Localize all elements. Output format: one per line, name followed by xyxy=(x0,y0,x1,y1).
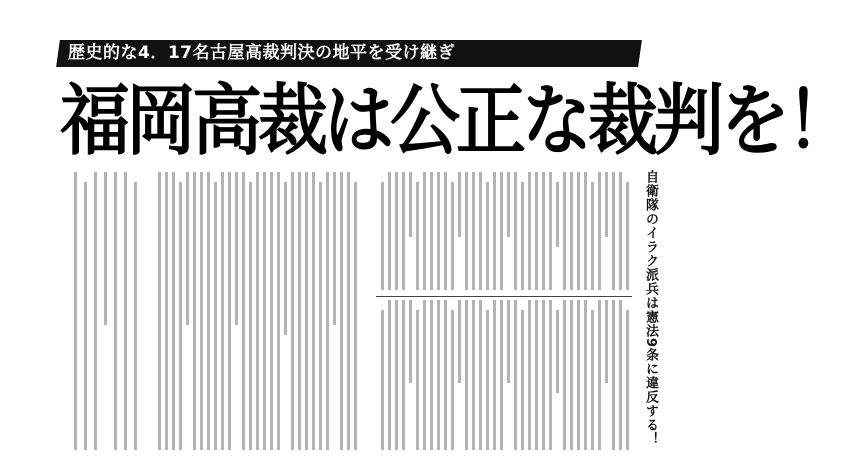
body-text-block-middle xyxy=(150,172,360,450)
text-line-placeholder xyxy=(256,172,259,450)
text-line-placeholder xyxy=(228,172,231,450)
text-line-placeholder xyxy=(458,172,461,237)
text-line-placeholder xyxy=(465,300,468,450)
text-line-placeholder xyxy=(124,172,127,450)
text-line-placeholder xyxy=(423,300,426,450)
lead-banner xyxy=(56,40,642,67)
text-line-placeholder xyxy=(619,300,622,450)
text-line-placeholder xyxy=(74,172,77,450)
text-line-placeholder xyxy=(444,300,447,450)
text-line-placeholder xyxy=(326,172,329,450)
text-line-placeholder xyxy=(472,172,475,290)
text-line-placeholder xyxy=(500,172,503,290)
text-line-placeholder xyxy=(584,300,587,450)
text-line-placeholder xyxy=(528,300,531,450)
text-line-placeholder xyxy=(528,172,531,290)
text-line-placeholder xyxy=(333,172,336,325)
text-line-placeholder xyxy=(542,172,545,290)
text-line-placeholder xyxy=(479,172,482,290)
text-line-placeholder xyxy=(486,182,489,290)
text-line-placeholder xyxy=(158,172,161,450)
text-line-placeholder xyxy=(493,300,496,450)
text-line-placeholder xyxy=(507,172,510,237)
text-line-placeholder xyxy=(577,172,580,290)
text-line-placeholder xyxy=(472,300,475,450)
text-line-placeholder xyxy=(521,310,524,450)
text-line-placeholder xyxy=(291,172,294,450)
text-line-placeholder xyxy=(179,182,182,450)
text-line-placeholder xyxy=(298,172,301,450)
text-line-placeholder xyxy=(598,300,601,450)
text-line-placeholder xyxy=(479,300,482,450)
text-line-placeholder xyxy=(542,300,545,450)
text-line-placeholder xyxy=(312,172,315,450)
text-line-placeholder xyxy=(416,182,419,290)
text-line-placeholder xyxy=(395,300,398,450)
text-line-placeholder xyxy=(409,172,412,237)
text-line-placeholder xyxy=(563,300,566,450)
text-line-placeholder xyxy=(437,300,440,450)
text-line-placeholder xyxy=(535,172,538,290)
text-line-placeholder xyxy=(200,172,203,450)
text-line-placeholder xyxy=(570,300,573,450)
main-headline: 福岡高裁は公正な裁判を！ xyxy=(60,76,852,167)
text-line-placeholder xyxy=(626,182,629,290)
text-line-placeholder xyxy=(104,172,107,325)
text-line-placeholder xyxy=(193,172,196,450)
text-line-placeholder xyxy=(402,300,405,450)
section-heading-right: 自衛隊のイラク派兵は憲法9条に違反する！ xyxy=(643,170,658,447)
text-line-placeholder xyxy=(556,310,559,393)
text-line-placeholder xyxy=(284,182,287,335)
text-line-placeholder xyxy=(395,172,398,290)
text-line-placeholder xyxy=(388,172,391,290)
body-text-block-upper xyxy=(376,172,632,290)
text-line-placeholder xyxy=(235,172,238,325)
body-text-block-lower xyxy=(376,300,632,450)
text-line-placeholder xyxy=(221,172,224,450)
text-line-placeholder xyxy=(486,310,489,450)
text-line-placeholder xyxy=(319,182,322,450)
text-line-placeholder xyxy=(535,300,538,450)
text-line-placeholder xyxy=(570,172,573,290)
text-line-placeholder xyxy=(277,172,280,450)
text-line-placeholder xyxy=(605,172,608,237)
banner-text: 歴史的な4．17名古屋高裁判決の地平を受け継ぎ xyxy=(68,43,455,63)
text-line-placeholder xyxy=(172,172,175,450)
text-line-placeholder xyxy=(591,182,594,290)
text-line-placeholder xyxy=(563,172,566,290)
text-line-placeholder xyxy=(270,172,273,450)
text-line-placeholder xyxy=(612,172,615,290)
text-line-placeholder xyxy=(556,182,559,247)
text-line-placeholder xyxy=(347,172,350,450)
text-line-placeholder xyxy=(549,300,552,450)
text-line-placeholder xyxy=(214,182,217,450)
text-line-placeholder xyxy=(507,300,510,383)
text-line-placeholder xyxy=(94,172,97,450)
text-line-placeholder xyxy=(409,300,412,383)
text-line-placeholder xyxy=(430,172,433,290)
text-line-placeholder xyxy=(598,172,601,290)
text-line-placeholder xyxy=(416,310,419,450)
text-line-placeholder xyxy=(305,172,308,450)
text-line-placeholder xyxy=(242,172,245,450)
text-line-placeholder xyxy=(451,310,454,450)
text-line-placeholder xyxy=(430,300,433,450)
text-line-placeholder xyxy=(84,182,87,450)
text-line-placeholder xyxy=(591,310,594,450)
text-line-placeholder xyxy=(458,300,461,383)
text-line-placeholder xyxy=(340,172,343,450)
text-line-placeholder xyxy=(354,182,357,450)
text-line-placeholder xyxy=(500,300,503,450)
text-line-placeholder xyxy=(549,172,552,290)
text-line-placeholder xyxy=(584,172,587,290)
text-line-placeholder xyxy=(514,300,517,450)
text-line-placeholder xyxy=(619,172,622,290)
text-line-placeholder xyxy=(493,172,496,290)
text-line-placeholder xyxy=(514,172,517,290)
text-line-placeholder xyxy=(437,172,440,290)
contact-text-block xyxy=(64,172,140,450)
text-line-placeholder xyxy=(114,172,117,450)
text-line-placeholder xyxy=(165,172,168,450)
text-line-placeholder xyxy=(577,300,580,450)
divider-rule xyxy=(376,296,632,297)
text-line-placeholder xyxy=(381,310,384,450)
text-line-placeholder xyxy=(605,300,608,383)
text-line-placeholder xyxy=(444,172,447,290)
text-line-placeholder xyxy=(186,172,189,325)
text-line-placeholder xyxy=(521,182,524,290)
text-line-placeholder xyxy=(626,310,629,450)
text-line-placeholder xyxy=(134,182,137,450)
text-line-placeholder xyxy=(465,172,468,290)
text-line-placeholder xyxy=(249,182,252,450)
text-line-placeholder xyxy=(207,172,210,450)
text-line-placeholder xyxy=(402,172,405,290)
text-line-placeholder xyxy=(423,172,426,290)
text-line-placeholder xyxy=(381,182,384,290)
text-line-placeholder xyxy=(451,182,454,290)
text-line-placeholder xyxy=(388,300,391,450)
text-line-placeholder xyxy=(263,172,266,450)
text-line-placeholder xyxy=(612,300,615,450)
